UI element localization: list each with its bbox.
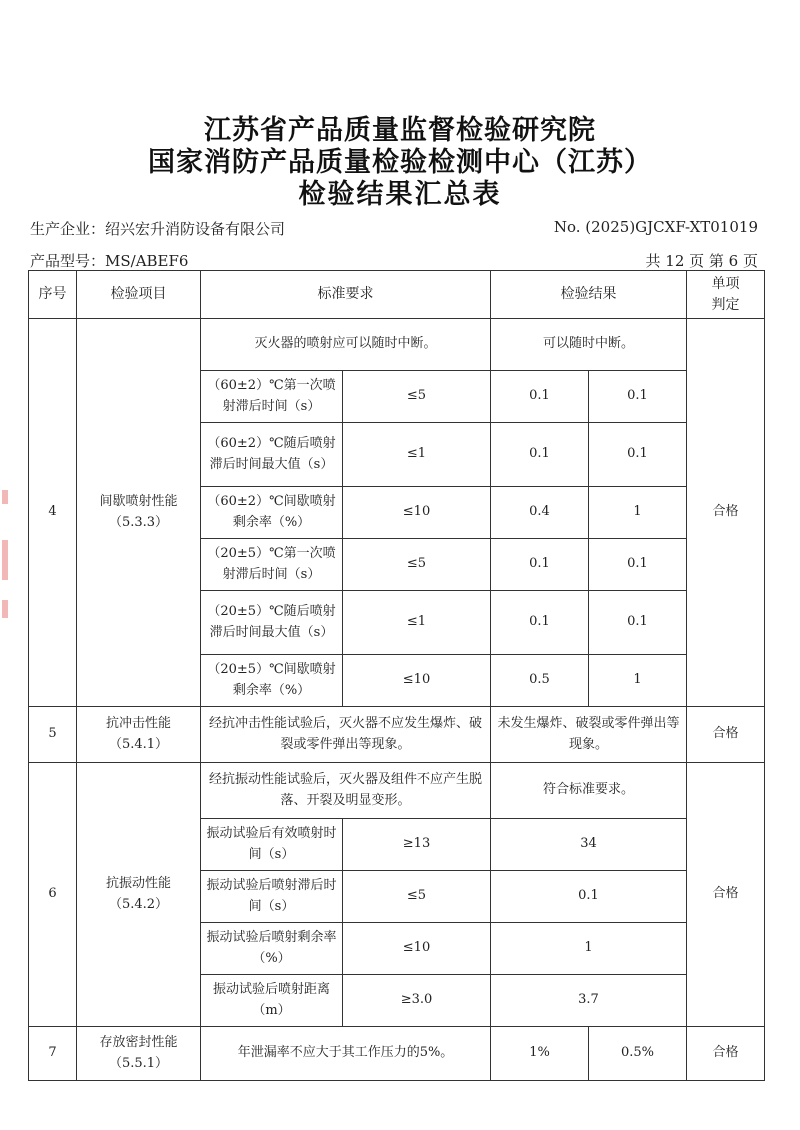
general-result: 可以随时中断。 bbox=[491, 319, 687, 371]
sub-requirement: ≤5 bbox=[343, 371, 491, 423]
col-header-result: 检验结果 bbox=[491, 271, 687, 319]
requirement: 年泄漏率不应大于其工作压力的5%。 bbox=[201, 1027, 491, 1081]
sub-result-2: 0.1 bbox=[589, 423, 687, 487]
table-row bbox=[29, 319, 765, 371]
center-title: 国家消防产品质量检验检测中心（江苏） bbox=[148, 147, 652, 178]
sub-requirement: ≥3.0 bbox=[343, 975, 491, 1027]
sub-result-2: 1 bbox=[589, 655, 687, 707]
sub-item-name: 振动试验后喷射滞后时间（s） bbox=[201, 871, 343, 923]
sub-result-1: 0.5 bbox=[491, 655, 589, 707]
verdict: 合格 bbox=[687, 763, 765, 1027]
sub-item-name: （20±5）℃第一次喷射滞后时间（s） bbox=[201, 539, 343, 591]
item-name bbox=[77, 763, 201, 1027]
sub-result-1: 0.1 bbox=[491, 423, 589, 487]
item-clause: （5.4.2） bbox=[108, 896, 169, 912]
sub-result: 34 bbox=[491, 819, 687, 871]
result-2: 0.5% bbox=[589, 1027, 687, 1081]
results-table bbox=[28, 270, 765, 1081]
sub-item-name: 振动试验后喷射剩余率（%） bbox=[201, 923, 343, 975]
col-header-no: 序号 bbox=[29, 271, 77, 319]
sub-result: 1 bbox=[491, 923, 687, 975]
item-name-text: 抗冲击性能 bbox=[105, 715, 171, 731]
table-title: 检验结果汇总表 bbox=[298, 179, 502, 210]
sub-requirement: ≤10 bbox=[343, 923, 491, 975]
page-count: 共 12 页 第 6 页 bbox=[645, 252, 758, 270]
table-row bbox=[29, 707, 765, 763]
sub-item-name: （60±2）℃随后喷射滞后时间最大值（s） bbox=[201, 423, 343, 487]
sub-result: 0.1 bbox=[491, 871, 687, 923]
sub-result-1: 0.1 bbox=[491, 371, 589, 423]
item-no: 6 bbox=[29, 763, 77, 1027]
sub-requirement: ≤5 bbox=[343, 871, 491, 923]
sub-result-2: 0.1 bbox=[589, 539, 687, 591]
sub-requirement: ≤1 bbox=[343, 591, 491, 655]
verdict: 合格 bbox=[687, 319, 765, 707]
general-requirement: 灭火器的喷射应可以随时中断。 bbox=[201, 319, 491, 371]
col-header-item: 检验项目 bbox=[77, 271, 201, 319]
table-row bbox=[29, 1027, 765, 1081]
item-name-text: 抗振动性能 bbox=[105, 875, 171, 891]
margin-stamp-mark bbox=[2, 600, 8, 618]
sub-requirement: ≤5 bbox=[343, 539, 491, 591]
col-header-requirement: 标准要求 bbox=[201, 271, 491, 319]
general-requirement: 经抗振动性能试验后，灭火器及组件不应产生脱落、开裂及明显变形。 bbox=[201, 763, 491, 819]
sub-requirement: ≤10 bbox=[343, 655, 491, 707]
margin-stamp-mark bbox=[2, 540, 8, 580]
verdict: 合格 bbox=[687, 707, 765, 763]
manufacturer: 生产企业：绍兴宏升消防设备有限公司 bbox=[30, 220, 286, 238]
margin-stamp-mark bbox=[2, 490, 8, 504]
col-header-verdict: 单项 判定 bbox=[687, 271, 765, 319]
result: 未发生爆炸、破裂或零件弹出等现象。 bbox=[491, 707, 687, 763]
sub-item-name: 振动试验后喷射距离（m） bbox=[201, 975, 343, 1027]
sub-requirement: ≤10 bbox=[343, 487, 491, 539]
sub-requirement: ≥13 bbox=[343, 819, 491, 871]
sub-item-name: 振动试验后有效喷射时间（s） bbox=[201, 819, 343, 871]
sub-result: 3.7 bbox=[491, 975, 687, 1027]
header-row bbox=[29, 271, 765, 319]
item-clause: （5.4.1） bbox=[108, 736, 169, 752]
sub-item-name: （60±2）℃第一次喷射滞后时间（s） bbox=[201, 371, 343, 423]
sub-result-1: 0.1 bbox=[491, 591, 589, 655]
sub-item-name: （20±5）℃间歇喷射剩余率（%） bbox=[201, 655, 343, 707]
item-name-text: 间歇喷射性能 bbox=[99, 493, 178, 509]
sub-result-1: 0.1 bbox=[491, 539, 589, 591]
item-clause: （5.3.3） bbox=[108, 514, 169, 530]
item-no: 5 bbox=[29, 707, 77, 763]
item-name bbox=[77, 1027, 201, 1081]
sub-requirement: ≤1 bbox=[343, 423, 491, 487]
report-number: No. (2025)GJCXF-XT01019 bbox=[553, 218, 758, 236]
general-result: 符合标准要求。 bbox=[491, 763, 687, 819]
item-no: 4 bbox=[29, 319, 77, 707]
result-1: 1% bbox=[491, 1027, 589, 1081]
item-name bbox=[77, 319, 201, 707]
sub-result-2: 1 bbox=[589, 487, 687, 539]
sub-result-2: 0.1 bbox=[589, 591, 687, 655]
verdict: 合格 bbox=[687, 1027, 765, 1081]
sub-item-name: （20±5）℃随后喷射滞后时间最大值（s） bbox=[201, 591, 343, 655]
table-row bbox=[29, 763, 765, 819]
item-clause: （5.5.1） bbox=[108, 1055, 169, 1071]
item-name-text: 存放密封性能 bbox=[99, 1034, 178, 1050]
sub-result-2: 0.1 bbox=[589, 371, 687, 423]
requirement: 经抗冲击性能试验后，灭火器不应发生爆炸、破裂或零件弹出等现象。 bbox=[201, 707, 491, 763]
item-name bbox=[77, 707, 201, 763]
sub-result-1: 0.4 bbox=[491, 487, 589, 539]
product-model: 产品型号：MS/ABEF6 bbox=[30, 252, 189, 270]
item-no: 7 bbox=[29, 1027, 77, 1081]
sub-item-name: （60±2）℃间歇喷射剩余率（%） bbox=[201, 487, 343, 539]
institute-title: 江苏省产品质量监督检验研究院 bbox=[204, 115, 596, 146]
